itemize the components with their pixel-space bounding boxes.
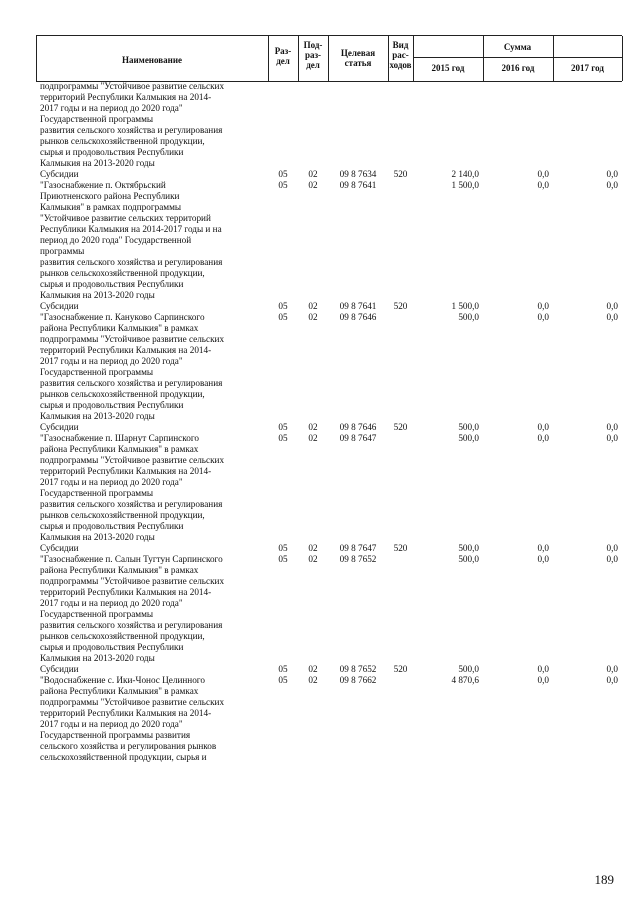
table-row (36, 422, 622, 433)
row-2015: 500,0 (458, 433, 479, 443)
row-vid: 520 (393, 169, 408, 179)
header-razdel: Раз- дел (274, 46, 292, 66)
table-row (36, 180, 622, 301)
row-name: Субсидии (40, 664, 79, 674)
row-name: "Газоснабжение п. Шарнут Сарпинского района Республики Калмыкия" в рамках подпрограммы "Устойчивое развитие сельских территорий Республики Калмыкия на 2014- 2017 годы и на период до 2020 года" Государственной программы развития сельского хозяйства и регулирования рынков сельскохозяйственной продукции, сырья и продовольствия Республики Калмыкия на 2013-2020 годы (40, 433, 225, 542)
header-name: Наименование (122, 55, 182, 65)
row-2015: 500,0 (458, 312, 479, 322)
row-vid: 520 (393, 301, 408, 311)
row-podrazdel: 02 (308, 554, 318, 564)
row-statya: 09 8 7634 (339, 169, 377, 179)
table-row (36, 543, 622, 554)
header-podrazdel: Под- раз- дел (303, 40, 323, 70)
row-statya: 09 8 7646 (339, 422, 377, 432)
table-header (36, 36, 622, 82)
header-2017: 2017 год (571, 63, 604, 73)
row-name: Субсидии (40, 543, 79, 553)
row-statya: 09 8 7646 (339, 312, 377, 322)
row-name: "Газоснабжение п. Кануково Сарпинского района Республики Калмыкия" в рамках подпрограммы "Устойчивое развитие сельских территорий Республики Калмыкия на 2014- 2017 годы и на период до 2020 года" Государственной программы развития сельского хозяйства и регулирования рынков сельскохозяйственной продукции, сырья и продовольствия Республики Калмыкия на 2013-2020 годы (40, 312, 225, 421)
row-razdel: 05 (278, 664, 288, 674)
row-2015: 500,0 (458, 554, 479, 564)
row-2015: 1 500,0 (451, 301, 479, 311)
header-vid: Вид рас- ходов (389, 40, 412, 70)
row-2016: 0,0 (537, 301, 549, 311)
row-2017: 0,0 (606, 422, 618, 432)
row-statya: 09 8 7641 (339, 301, 377, 311)
row-podrazdel: 02 (308, 433, 318, 443)
row-name: Субсидии (40, 422, 79, 432)
row-2017: 0,0 (606, 301, 618, 311)
table-row (36, 433, 622, 543)
row-2016: 0,0 (537, 169, 549, 179)
row-razdel: 05 (278, 433, 288, 443)
table-row (36, 81, 622, 169)
row-podrazdel: 02 (308, 312, 318, 322)
row-2016: 0,0 (537, 422, 549, 432)
row-2016: 0,0 (537, 664, 549, 674)
row-2017: 0,0 (606, 312, 618, 322)
row-2016: 0,0 (537, 312, 549, 322)
row-name: Субсидии (40, 301, 79, 311)
row-podrazdel: 02 (308, 675, 318, 685)
row-2015: 500,0 (458, 543, 479, 553)
row-name: Субсидии (40, 169, 79, 179)
row-podrazdel: 02 (308, 664, 318, 674)
row-statya: 09 8 7652 (339, 554, 377, 564)
row-vid: 520 (393, 543, 408, 553)
row-name: "Газоснабжение п. Салын Тугтун Сарпинского района Республики Калмыкия" в рамках подпрограммы "Устойчивое развитие сельских территорий Республики Калмыкия на 2014- 2017 годы и на период до 2020 года" Государственной программы развития сельского хозяйства и регулирования рынков сельскохозяйственной продукции, сырья и продовольствия Республики Калмыкия на 2013-2020 годы (40, 554, 225, 663)
row-podrazdel: 02 (308, 422, 318, 432)
row-razdel: 05 (278, 675, 288, 685)
table-body (36, 81, 622, 763)
row-statya: 09 8 7647 (339, 543, 377, 553)
row-2016: 0,0 (537, 433, 549, 443)
header-summa: Сумма (503, 42, 532, 52)
row-podrazdel: 02 (308, 180, 318, 190)
row-name: "Газоснабжение п. Октябрьский Приютненского района Республики Калмыкия" в рамках подпрограммы "Устойчивое развитие сельских территорий Республики Калмыкия на 2014-2017 годы и на период до 2020 года" Государственной программы развития сельского хозяйства и регулирования рынков сельскохозяйственной продукции, сырья и продовольствия Республики Калмыкия на 2013-2020 годы (40, 180, 223, 300)
table-row (36, 312, 622, 422)
row-razdel: 05 (278, 554, 288, 564)
table-row (36, 664, 622, 675)
row-name: подпрограммы "Устойчивое развитие сельских территорий Республики Калмыкия на 2014- 2017 годы и на период до 2020 года" Государственной программы развития сельского хозяйства и регулирования рынков сельскохозяйственной продукции, сырья и продовольствия Республики Калмыкия на 2013-2020 годы (40, 81, 225, 168)
row-statya: 09 8 7652 (339, 664, 377, 674)
row-2017: 0,0 (606, 543, 618, 553)
row-razdel: 05 (278, 180, 288, 190)
header-2015: 2015 год (431, 63, 465, 73)
row-podrazdel: 02 (308, 169, 318, 179)
row-2016: 0,0 (537, 675, 549, 685)
row-statya: 09 8 7647 (339, 433, 377, 443)
row-statya: 09 8 7641 (339, 180, 377, 190)
row-2016: 0,0 (537, 180, 549, 190)
row-statya: 09 8 7662 (339, 675, 377, 685)
row-2017: 0,0 (606, 169, 618, 179)
row-2017: 0,0 (606, 554, 618, 564)
row-vid: 520 (393, 422, 408, 432)
table-row (36, 169, 622, 180)
table-row (36, 554, 622, 664)
row-2017: 0,0 (606, 180, 618, 190)
row-razdel: 05 (278, 422, 288, 432)
header-subrule (413, 57, 622, 58)
header-statya: Целевая статья (340, 48, 376, 68)
row-razdel: 05 (278, 301, 288, 311)
page-number: 189 (594, 872, 614, 887)
table-row (36, 675, 622, 763)
row-vid: 520 (393, 664, 408, 674)
row-podrazdel: 02 (308, 301, 318, 311)
row-name: "Водоснабжение с. Ики-Чонос Целинного района Республики Калмыкия" в рамках подпрограммы "Устойчивое развитие сельских территорий Республики Калмыкия на 2014- 2017 годы и на период до 2020 года" Государственной программы развития сельского хозяйства и регулирования рынков сельскохозяйственной продукции, сырья и (40, 675, 225, 762)
row-razdel: 05 (278, 169, 288, 179)
row-2016: 0,0 (537, 543, 549, 553)
row-razdel: 05 (278, 312, 288, 322)
table-row (36, 301, 622, 312)
row-podrazdel: 02 (308, 543, 318, 553)
row-2015: 2 140,0 (451, 169, 479, 179)
row-2015: 4 870,6 (451, 675, 479, 685)
row-2017: 0,0 (606, 664, 618, 674)
row-2017: 0,0 (606, 675, 618, 685)
row-razdel: 05 (278, 543, 288, 553)
row-2015: 500,0 (458, 422, 479, 432)
header-2016: 2016 год (501, 63, 535, 73)
row-2015: 500,0 (458, 664, 479, 674)
row-2015: 1 500,0 (451, 180, 479, 190)
row-2016: 0,0 (537, 554, 549, 564)
row-2017: 0,0 (606, 433, 618, 443)
